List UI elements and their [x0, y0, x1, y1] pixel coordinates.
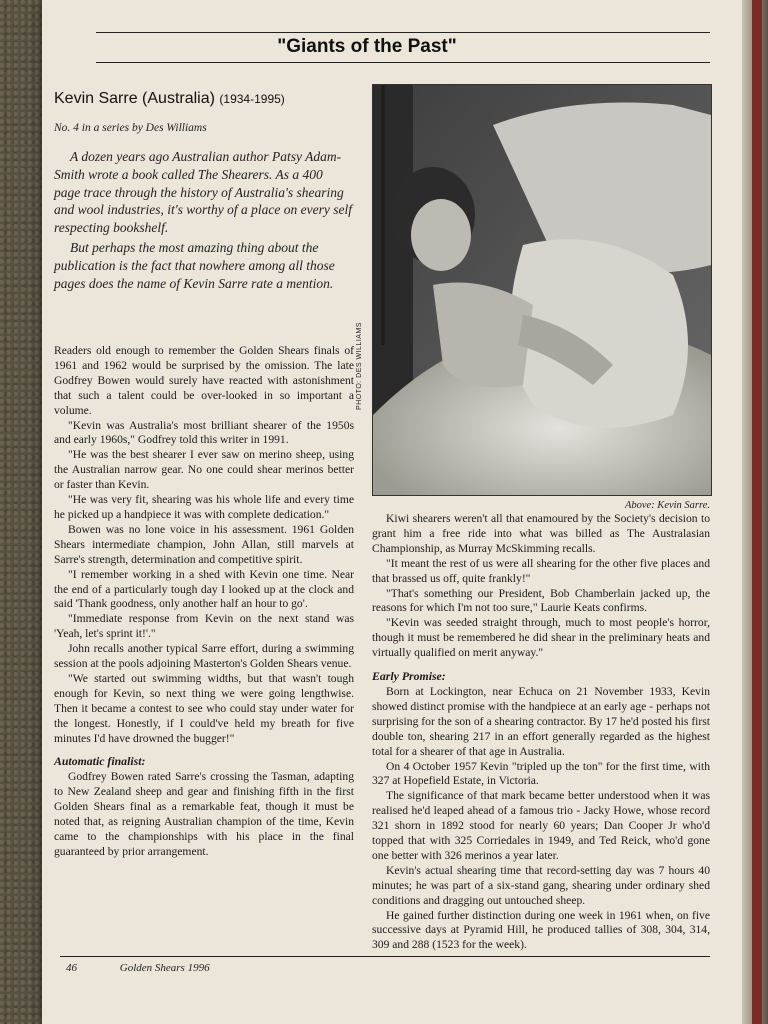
- kevin-sarre-photo: [372, 84, 712, 496]
- header-rule: [96, 62, 710, 63]
- body-paragraph: "Kevin was Australia's most brilliant shearer of the 1950s and early 1960s," Godfrey told this writer in 1991.: [54, 418, 354, 447]
- intro-paragraph: But perhaps the most amazing thing about the publication is the fact that nowhere among all those pages does the name of Kevin Sarre rate a mention.: [54, 239, 335, 291]
- publication-name: Golden Shears 1996: [119, 962, 210, 974]
- body-paragraph: Godfrey Bowen rated Sarre's crossing the Tasman, adapting to New Zealand sheep and gear and finishing fifth in the first Golden Shears final as a remarkable feat, though it must be noted that, as reigning Australian champion of the time, Kevin came to the championships with his place in the final guaranteed by prior arrangement.: [54, 770, 354, 858]
- top-rule: [96, 32, 710, 33]
- body-paragraph: "We started out swimming widths, but that wasn't tough enough for Kevin, so next thing we were going lengthwise. Then it became a contest to see who could stay under water for the longest. Honestly, if I could've held my breath for five minutes I'd have drowned the bugger!": [54, 671, 354, 745]
- body-paragraph: He gained further distinction during one week in 1961 when, on five successive days at Pyramid Hill, he produced tallies of 308, 304, 314, 309 and 288 (1523 for the week).: [372, 908, 710, 952]
- body-paragraph: John recalls another typical Sarre effort, during a swimming session at the pools adjoining Masterton's Golden Shears venue.: [54, 642, 354, 671]
- title-name: Kevin Sarre (Australia): [54, 90, 215, 107]
- body-paragraph: "It meant the rest of us were all shearing for the other five places and that brassed us off, quite frankly!": [372, 556, 710, 585]
- photo-caption: Above: Kevin Sarre.: [624, 500, 710, 511]
- body-paragraph: On 4 October 1957 Kevin "tripled up the ton" for the first time, with 327 at Hopefield Estate, in Victoria.: [372, 759, 710, 788]
- intro: [54, 148, 352, 294]
- subheading: Automatic finalist:: [54, 754, 146, 769]
- section-header: "Giants of the Past": [277, 36, 457, 57]
- footer-rule: [60, 956, 710, 957]
- body-paragraph: "He was very fit, shearing was his whole life and every time he picked up a handpiece it was with complete dedication.": [54, 493, 354, 521]
- photo-credit: PHOTO: DES WILLIAMS: [356, 322, 363, 410]
- body-paragraph: Kiwi shearers weren't all that enamoured by the Society's decision to grant him a free ride into what was billed as The Australasian Championship, as Murray McSkimming recalls.: [372, 512, 710, 555]
- subheading: Early Promise:: [372, 669, 446, 684]
- body-paragraph: "That's something our President, Bob Chamberlain jacked up, the reasons for which I'm not too sure," Laurie Keats confirms.: [372, 586, 710, 615]
- intro-paragraph: A dozen years ago Australian author Patsy Adam-Smith wrote a book called The Shearers. As a 400 page trace through the history of Australia's shearing and wool industries, it's worthy of a place on every self respecting bookshelf.: [54, 149, 352, 236]
- body-paragraph: Kevin's actual shearing time that record-setting day was 7 hours 40 minutes; he was part of a six-stand gang, shearing under ordinary shed conditions and dragging out untouched sheep.: [372, 863, 710, 907]
- series-line: No. 4 in a series by Des Williams: [54, 122, 207, 134]
- body-paragraph: "Kevin was seeded straight through, much to most people's horror, though it must be remembered he did shear in the preliminary heats and virtually qualified on merit anyway.": [372, 616, 710, 660]
- body-paragraph: The significance of that mark became better understood when it was realised he'd leaped ahead of a famous trio - Jacky Howe, whose record 321 shorn in 1892 stood for nearly 60 years; Dan Cooper Jr who'd topped that with 325 Corriedales in 1949, and Ted Reick, who'd gone one better with 326 merinos a year later.: [372, 789, 710, 862]
- article-title: [54, 90, 285, 108]
- title-years: (1934-1995): [219, 92, 285, 106]
- photo-illustration: [373, 85, 711, 495]
- page-footer: [66, 962, 250, 974]
- page-spine: [742, 0, 768, 1024]
- left-column: [54, 344, 354, 860]
- body-paragraph: "He was the best shearer I ever saw on merino sheep, using the Australian narrow gear. No one could shear merinos better or faster than Kevin.: [54, 448, 354, 492]
- body-paragraph: Bowen was no lone voice in his assessment. 1961 Golden Shears intermediate champion, John Allan, still marvels at Sarre's strength, determination and competitive spirit.: [54, 522, 354, 566]
- page-number: 46: [66, 962, 77, 974]
- body-paragraph: "Immediate response from Kevin on the next stand was 'Yeah, let's sprint it!'.": [54, 612, 354, 641]
- body-paragraph: Readers old enough to remember the Golden Shears finals of 1961 and 1962 would be surprised by the omission. The late Godfrey Bowen would surely have reacted with astonishment that such a talent could be over-looked in so important a volume.: [54, 344, 354, 417]
- right-column: [372, 512, 710, 953]
- body-paragraph: Born at Lockington, near Echuca on 21 November 1933, Kevin showed distinct promise with the handpiece at an early age - perhaps not surprising for the son of a shearing contractor. By 17 he'd posted his first double ton, shearing 217 in an effort generally regarded as the highest total for a shearer of that age in Australia.: [372, 684, 710, 758]
- body-paragraph: "I remember working in a shed with Kevin one time. Near the end of a particularly tough day I looked up at the clock and said 'Thank goodness, only another half an hour to go'.: [54, 567, 354, 611]
